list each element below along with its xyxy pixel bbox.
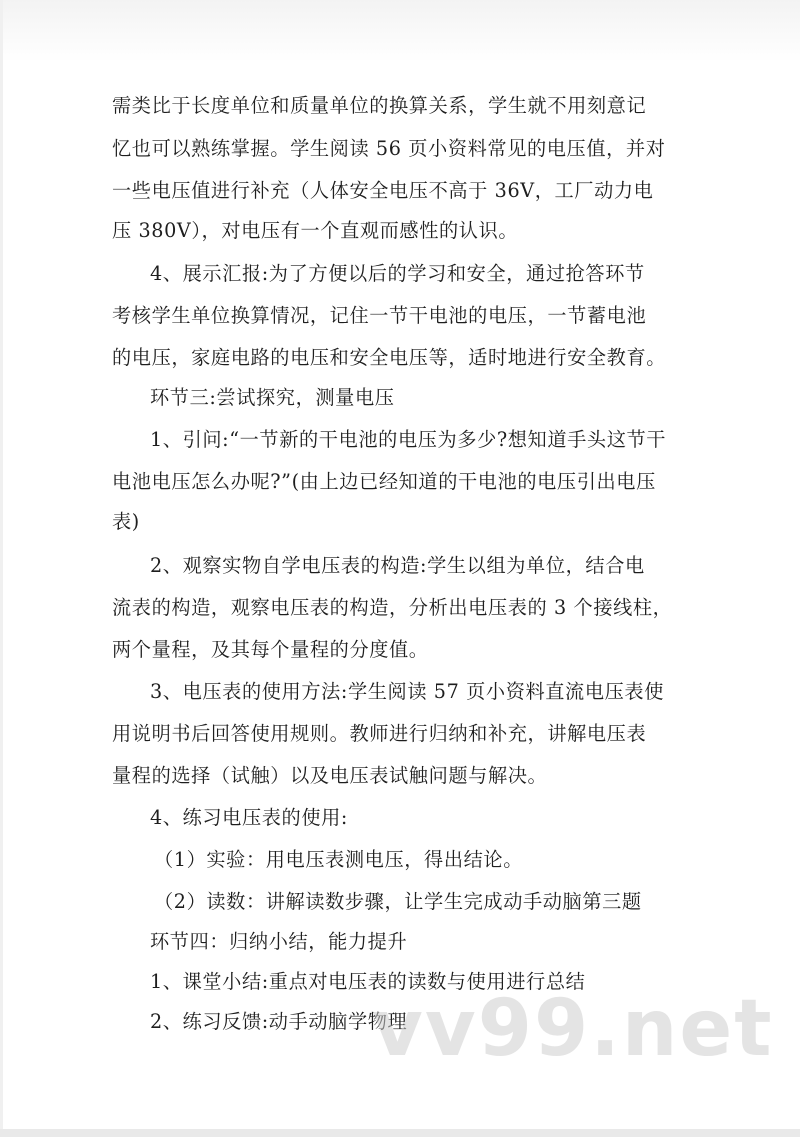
text-line: 用说明书后回答使用规则。教师进行归纳和补充，讲解电压表	[112, 722, 647, 745]
text-line: 1、引问:“一节新的干电池的电压为多少?想知道手头这节干	[150, 428, 667, 451]
text-line: 2、练习反馈:动手动脑学物理	[150, 1010, 408, 1033]
text-line: 表)	[112, 510, 140, 533]
section-heading: 环节三:尝试探究，测量电压	[150, 386, 395, 409]
text-line: 电池电压怎么办呢?”(由上边已经知道的干电池的电压引出电压	[112, 470, 656, 493]
text-line: 压 380V），对电压有一个直观而感性的认识。	[112, 219, 519, 242]
page-bottom-edge	[0, 1129, 800, 1137]
text-line: 流表的构造，观察电压表的构造，分析出电压表的 3 个接线柱，	[112, 596, 673, 619]
text-line: 量程的选择（试触）以及电压表试触问题与解决。	[112, 764, 548, 787]
text-line: 考核学生单位换算情况，记住一节干电池的电压，一节蓄电池	[112, 304, 647, 327]
text-line: 3、电压表的使用方法:学生阅读 57 页小资料直流电压表使	[150, 680, 664, 703]
text-line: 需类比于长度单位和质量单位的换算关系，学生就不用刻意记	[112, 94, 647, 117]
watermark: vv99.net	[372, 984, 774, 1074]
text-line: 一些电压值进行补充（人体安全电压不高于 36V，工厂动力电	[112, 179, 654, 202]
text-line: 两个量程，及其每个量程的分度值。	[112, 638, 429, 661]
text-line: 1、课堂小结:重点对电压表的读数与使用进行总结	[150, 970, 586, 993]
text-line: 忆也可以熟练掌握。学生阅读 56 页小资料常见的电压值，并对	[112, 137, 666, 160]
text-line: 4、展示汇报:为了方便以后的学习和安全，通过抢答环节	[150, 262, 645, 285]
section-heading: 环节四：归纳小结，能力提升	[150, 930, 408, 953]
text-line: 的电压，家庭电路的电压和安全电压等，适时地进行安全教育。	[112, 346, 667, 369]
page-top-shadow	[0, 0, 800, 62]
page-left-edge	[0, 0, 3, 1137]
text-line: （2）读数：讲解读数步骤，让学生完成动手动脑第三题	[154, 890, 642, 913]
text-line: 4、练习电压表的使用:	[150, 806, 348, 829]
text-line: （1）实验：用电压表测电压，得出结论。	[154, 848, 523, 871]
text-line: 2、观察实物自学电压表的构造:学生以组为单位，结合电	[150, 554, 645, 577]
